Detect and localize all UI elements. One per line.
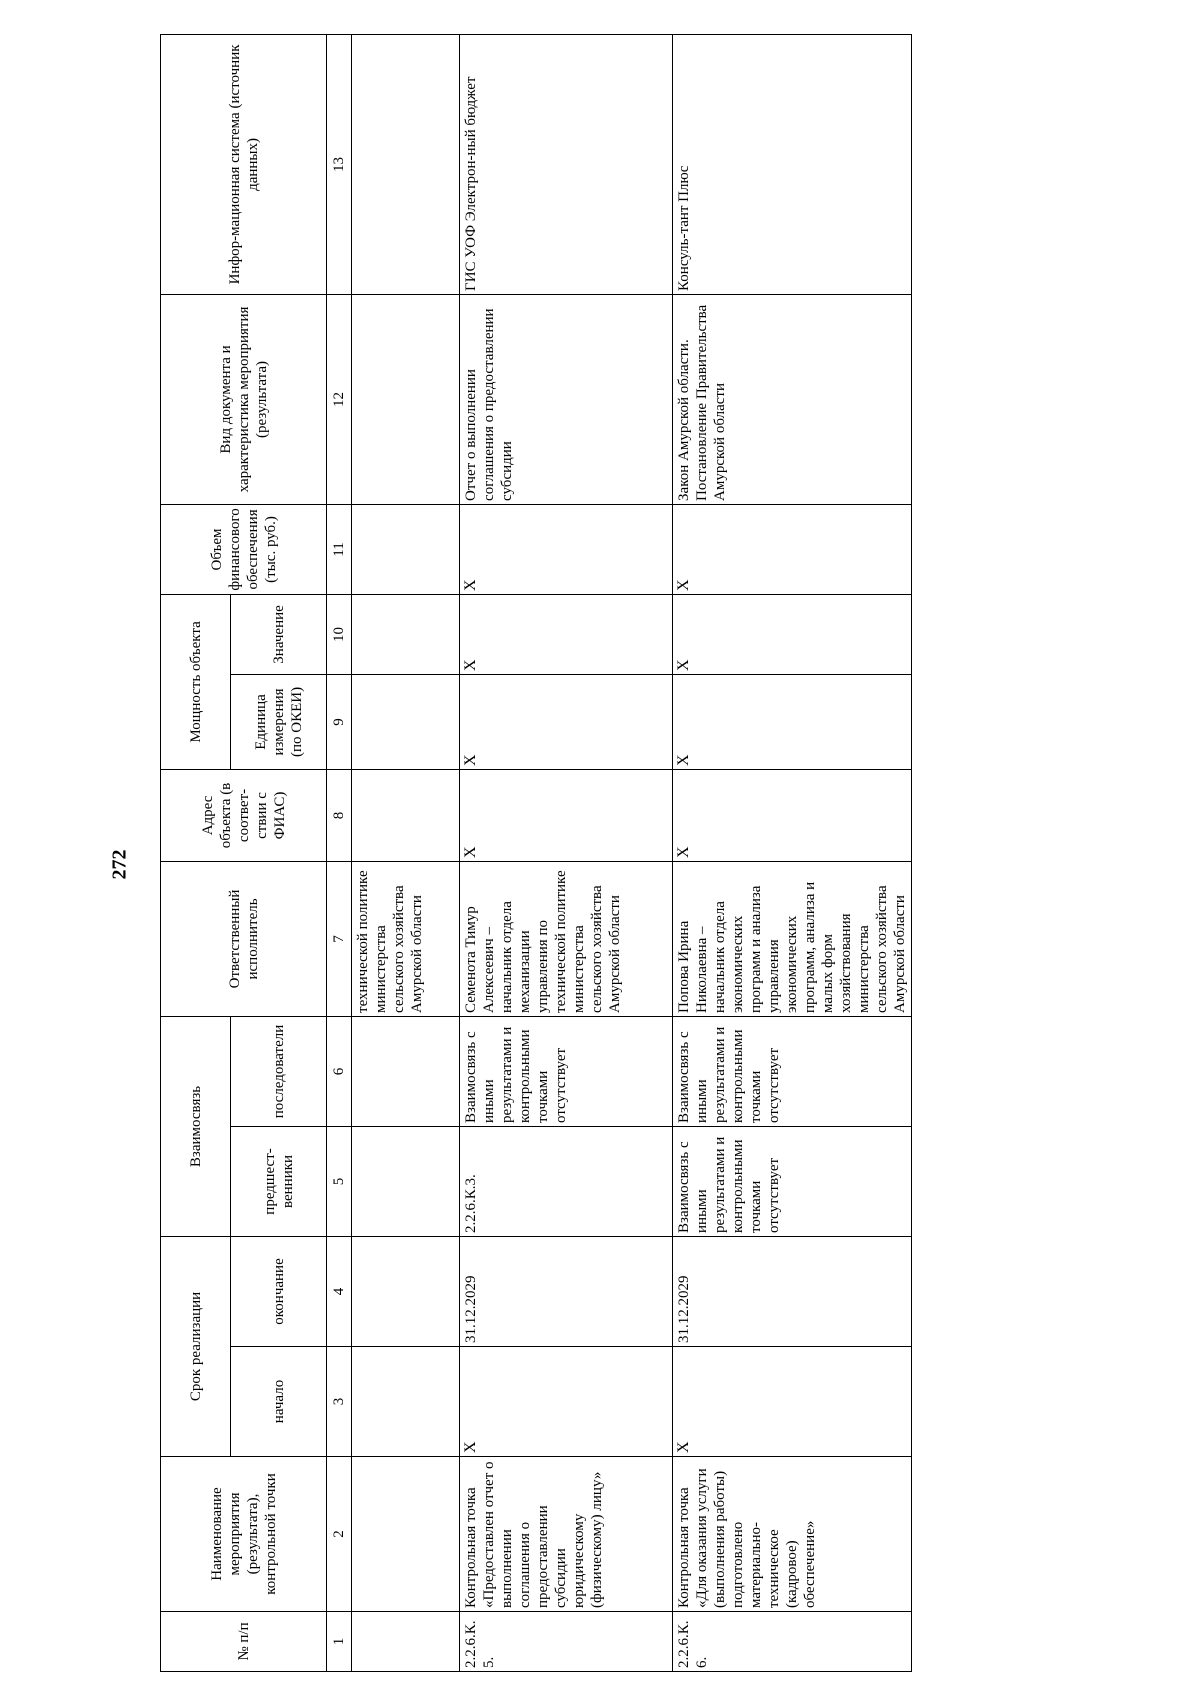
cell-unit: Х bbox=[460, 674, 673, 769]
page-number: 272 bbox=[108, 849, 131, 880]
header-cap-unit: Единица измерения (по ОКЕИ) bbox=[231, 674, 327, 769]
cell-end: 31.12.2029 bbox=[460, 1236, 673, 1346]
header-link-succ: последователи bbox=[231, 1016, 327, 1126]
activity-table bbox=[160, 34, 912, 1672]
cell-finance: Х bbox=[460, 504, 673, 594]
header-cap-value: Значение bbox=[231, 594, 327, 674]
cell-finance: Х bbox=[673, 504, 912, 594]
col-number: 11 bbox=[327, 504, 352, 594]
header-term-start: начало bbox=[231, 1347, 327, 1457]
cell-doc: Закон Амурской области. Постановление Правительства Амурской области bbox=[673, 294, 912, 504]
table-row bbox=[673, 34, 912, 1671]
table-wrapper bbox=[160, 35, 1160, 1672]
col-number: 6 bbox=[327, 1016, 352, 1126]
header-info: Инфор-мационная система (источник данных) bbox=[161, 34, 327, 294]
cell-info bbox=[352, 34, 460, 294]
cell-name: Контрольная точка «Для оказания услуги (выполнения работы) подготовлено материально-техническое (кадровое) обеспечение» bbox=[673, 1457, 912, 1612]
cell-unit: Х bbox=[673, 674, 912, 769]
header-finance: Объем финансового обеспечения (тыс. руб.) bbox=[161, 504, 327, 594]
cell-start: Х bbox=[673, 1347, 912, 1457]
cell-name bbox=[352, 1457, 460, 1612]
header-term: Срок реализации bbox=[161, 1236, 231, 1456]
col-number: 1 bbox=[327, 1612, 352, 1672]
cell-address: Х bbox=[460, 769, 673, 861]
header-term-end: окончание bbox=[231, 1236, 327, 1346]
col-number: 4 bbox=[327, 1236, 352, 1346]
cell-info: Консуль-тант Плюс bbox=[673, 34, 912, 294]
cell-end: 31.12.2029 bbox=[673, 1236, 912, 1346]
header-executor: Ответственный исполнитель bbox=[161, 861, 327, 1016]
header-num: № п/п bbox=[161, 1612, 327, 1672]
cell-start: Х bbox=[460, 1347, 673, 1457]
cell-executor: Семенота Тимур Алексеевич – начальник отдела механизации управления по технической политике министерства сельского хозяйства Амурской области bbox=[460, 861, 673, 1016]
cell-unit bbox=[352, 674, 460, 769]
header-name: Наименование мероприятия (результата), контрольной точки bbox=[161, 1457, 327, 1612]
col-number: 3 bbox=[327, 1347, 352, 1457]
cell-pred: 2.2.6.К.3. bbox=[460, 1126, 673, 1236]
cell-address: Х bbox=[673, 769, 912, 861]
header-doc: Вид документа и характеристика мероприятия (результата) bbox=[161, 294, 327, 504]
col-number: 13 bbox=[327, 34, 352, 294]
col-number: 12 bbox=[327, 294, 352, 504]
cell-succ: Взаимосвязь с иными результатами и контрольными точками отсутствует bbox=[673, 1016, 912, 1126]
cell-name: Контрольная точка «Предоставлен отчет о выполнении соглашения о предоставлении субсидии юридическому (физическому) лицу» bbox=[460, 1457, 673, 1612]
cell-doc: Отчет о выполнении соглашения о предоставлении субсидии bbox=[460, 294, 673, 504]
table-row bbox=[460, 34, 673, 1671]
cell-num bbox=[352, 1612, 460, 1672]
header-capacity: Мощность объекта bbox=[161, 594, 231, 769]
col-number: 5 bbox=[327, 1126, 352, 1236]
col-number: 9 bbox=[327, 674, 352, 769]
column-number-row bbox=[327, 34, 352, 1671]
col-number: 7 bbox=[327, 861, 352, 1016]
header-link: Взаимосвязь bbox=[161, 1016, 231, 1236]
cell-value: Х bbox=[460, 594, 673, 674]
cell-executor: Попова Ирина Николаевна – начальник отдела экономических программ и анализа управления экономических программ, анализа и малых форм хозяйствования министерства сельского хозяйства Амурской области bbox=[673, 861, 912, 1016]
cell-succ: Взаимосвязь с иными результатами и контрольными точками отсутствует bbox=[460, 1016, 673, 1126]
cell-value bbox=[352, 594, 460, 674]
cell-num: 2.2.6.К.5. bbox=[460, 1612, 673, 1672]
cell-doc bbox=[352, 294, 460, 504]
cell-executor: технической политике министерства сельского хозяйства Амурской области bbox=[352, 861, 460, 1016]
cell-value: Х bbox=[673, 594, 912, 674]
cell-start bbox=[352, 1347, 460, 1457]
col-number: 2 bbox=[327, 1457, 352, 1612]
header-link-pred: предшест-венники bbox=[231, 1126, 327, 1236]
cell-info: ГИС УОФ Электрон-ный бюджет bbox=[460, 34, 673, 294]
header-address: Адрес объекта (в соответ-ствии с ФИАС) bbox=[161, 769, 327, 861]
cell-end bbox=[352, 1236, 460, 1346]
cell-pred: Взаимосвязь с иными результатами и контрольными точками отсутствует bbox=[673, 1126, 912, 1236]
cell-finance bbox=[352, 504, 460, 594]
cell-num: 2.2.6.К.6. bbox=[673, 1612, 912, 1672]
cell-pred bbox=[352, 1126, 460, 1236]
cell-address bbox=[352, 769, 460, 861]
col-number: 8 bbox=[327, 769, 352, 861]
col-number: 10 bbox=[327, 594, 352, 674]
table-row bbox=[352, 34, 460, 1671]
rotated-table-container bbox=[160, 35, 1160, 1672]
cell-succ bbox=[352, 1016, 460, 1126]
